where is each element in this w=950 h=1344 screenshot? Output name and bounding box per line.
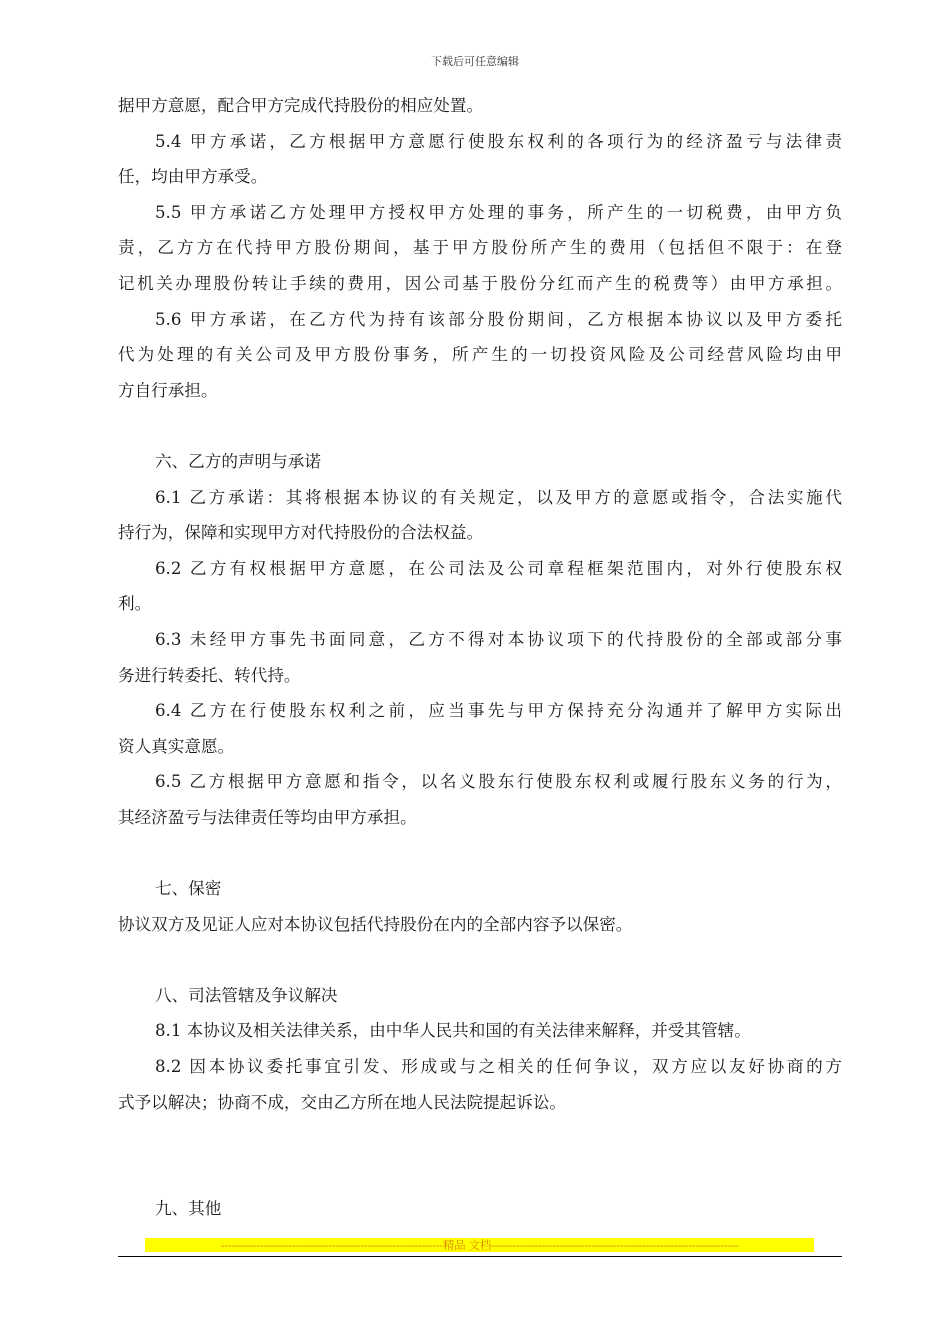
section-heading-6: 六、乙方的声明与承诺 xyxy=(155,451,321,471)
section-heading-8: 八、司法管辖及争议解决 xyxy=(155,985,338,1005)
clause-6-5: 6.5 乙方根据甲方意愿和指令，以名义股东行使股东权利或履行股东义务的行为， xyxy=(155,772,842,792)
text-line: 务进行转委托、转代持。 xyxy=(118,665,301,685)
section-heading-9: 九、其他 xyxy=(155,1199,222,1219)
clause-6-2: 6.2 乙方有权根据甲方意愿，在公司法及公司章程框架范围内，对外行使股东权 xyxy=(155,558,842,578)
text-line: 式予以解决；协商不成，交由乙方所在地人民法院提起诉讼。 xyxy=(118,1092,567,1112)
section-heading-7: 七、保密 xyxy=(155,879,222,899)
text-line: 协议双方及见证人应对本协议包括代持股份在内的全部内容予以保密。 xyxy=(118,914,633,934)
page-header: 下载后可任意编辑 xyxy=(431,55,519,68)
clause-5-4: 5.4 甲方承诺，乙方根据甲方意愿行使股东权利的各项行为的经济盈亏与法律责 xyxy=(155,131,842,151)
document-body xyxy=(118,88,842,1227)
spacer xyxy=(118,942,842,978)
clause-6-4: 6.4 乙方在行使股东权利之前，应当事先与甲方保持充分沟通并了解甲方实际出 xyxy=(155,701,842,721)
footer-banner: --------------------------------------------------------------精品 文档--------------------------------------------------------------------- xyxy=(145,1238,814,1252)
text-line: 责，乙方方在代持甲方股份期间，基于甲方股份所产生的费用（包括但不限于：在登 xyxy=(118,238,842,258)
clause-8-2: 8.2 因本协议委托事宜引发、形成或与之相关的任何争议，双方应以友好协商的方 xyxy=(155,1057,842,1077)
text-line: 其经济盈亏与法律责任等均由甲方承担。 xyxy=(118,807,417,827)
clause-6-3: 6.3 未经甲方事先书面同意，乙方不得对本协议项下的代持股份的全部或部分事 xyxy=(155,629,842,649)
text-line: 持行为，保障和实现甲方对代持股份的合法权益。 xyxy=(118,523,484,543)
footer-divider xyxy=(118,1256,842,1257)
text-line: 据甲方意愿，配合甲方完成代持股份的相应处置。 xyxy=(118,96,484,115)
clause-6-1: 6.1 乙方承诺：其将根据本协议的有关规定，以及甲方的意愿或指令，合法实施代 xyxy=(155,487,842,507)
clause-5-6: 5.6 甲方承诺，在乙方代为持有该部分股份期间，乙方根据本协议以及甲方委托 xyxy=(155,309,842,329)
text-line: 利。 xyxy=(118,594,152,614)
text-line: 资人真实意愿。 xyxy=(118,736,235,756)
spacer xyxy=(118,408,842,444)
text-line: 任，均由甲方承受。 xyxy=(118,167,268,187)
text-line: 记机关办理股份转让手续的费用，因公司基于股份分红而产生的税费等）由甲方承担。 xyxy=(118,273,842,293)
spacer xyxy=(118,835,842,871)
clause-8-1: 8.1 本协议及相关法律关系，由中华人民共和国的有关法律来解释，并受其管辖。 xyxy=(155,1021,751,1041)
text-line: 代为处理的有关公司及甲方股份事务，所产生的一切投资风险及公司经营风险均由甲 xyxy=(118,345,842,365)
text-line: 方自行承担。 xyxy=(118,380,218,400)
spacer xyxy=(118,1120,842,1191)
clause-5-5: 5.5 甲方承诺乙方处理甲方授权甲方处理的事务，所产生的一切税费，由甲方负 xyxy=(155,202,842,222)
